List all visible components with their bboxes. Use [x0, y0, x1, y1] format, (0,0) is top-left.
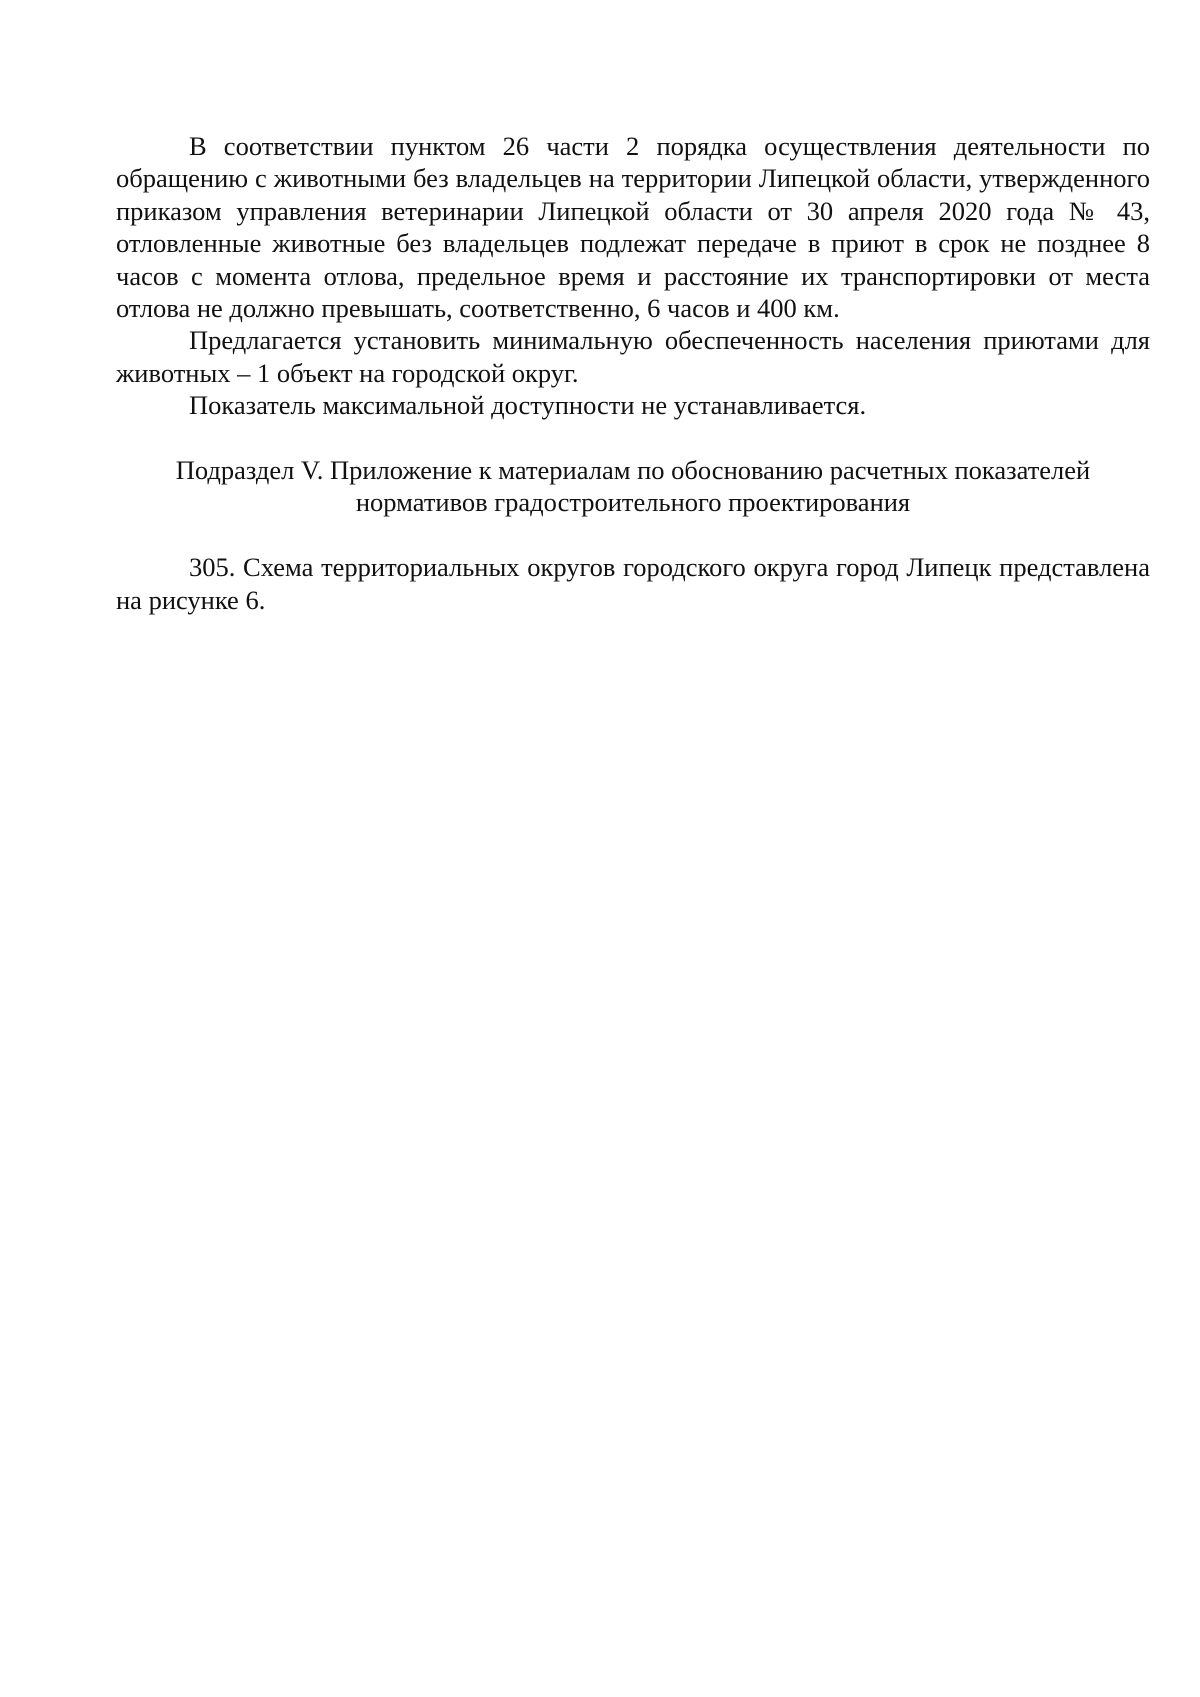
paragraph-max-accessibility: Показатель максимальной доступности не устанавливается.: [189, 390, 867, 421]
paragraph-shelter-provision: Предлагается установить минимальную обеспеченность населения приютами для животных – 1 объект на городской округ.: [116, 325, 1150, 388]
subsection-heading-line-1: Подраздел V. Приложение к материалам по обоснованию расчетных показателей: [175, 454, 1091, 485]
paragraph-item-305: 305. Схема территориальных округов городского округа город Липецк представлена на рисунке 6.: [116, 552, 1150, 615]
paragraph-animal-capture-rules: В соответствии пунктом 26 части 2 порядка осуществления деятельности по обращению с животными без владельцев на территории Липецкой области, утвержденного приказом управления ветеринарии Липецкой области от 30 апреля 2020 года № 43, отловленные животные без владельцев подлежат передаче в приют в срок не позднее 8 часов с момента отлова, предельное время и расстояние их транспортировки от места отлова не должно превышать, соответственно, 6 часов и 400 км.: [116, 131, 1150, 324]
document-body: [116, 130, 1150, 616]
subsection-heading: [116, 454, 1150, 519]
subsection-heading-line-2: нормативов градостроительного проектирования: [355, 487, 911, 518]
